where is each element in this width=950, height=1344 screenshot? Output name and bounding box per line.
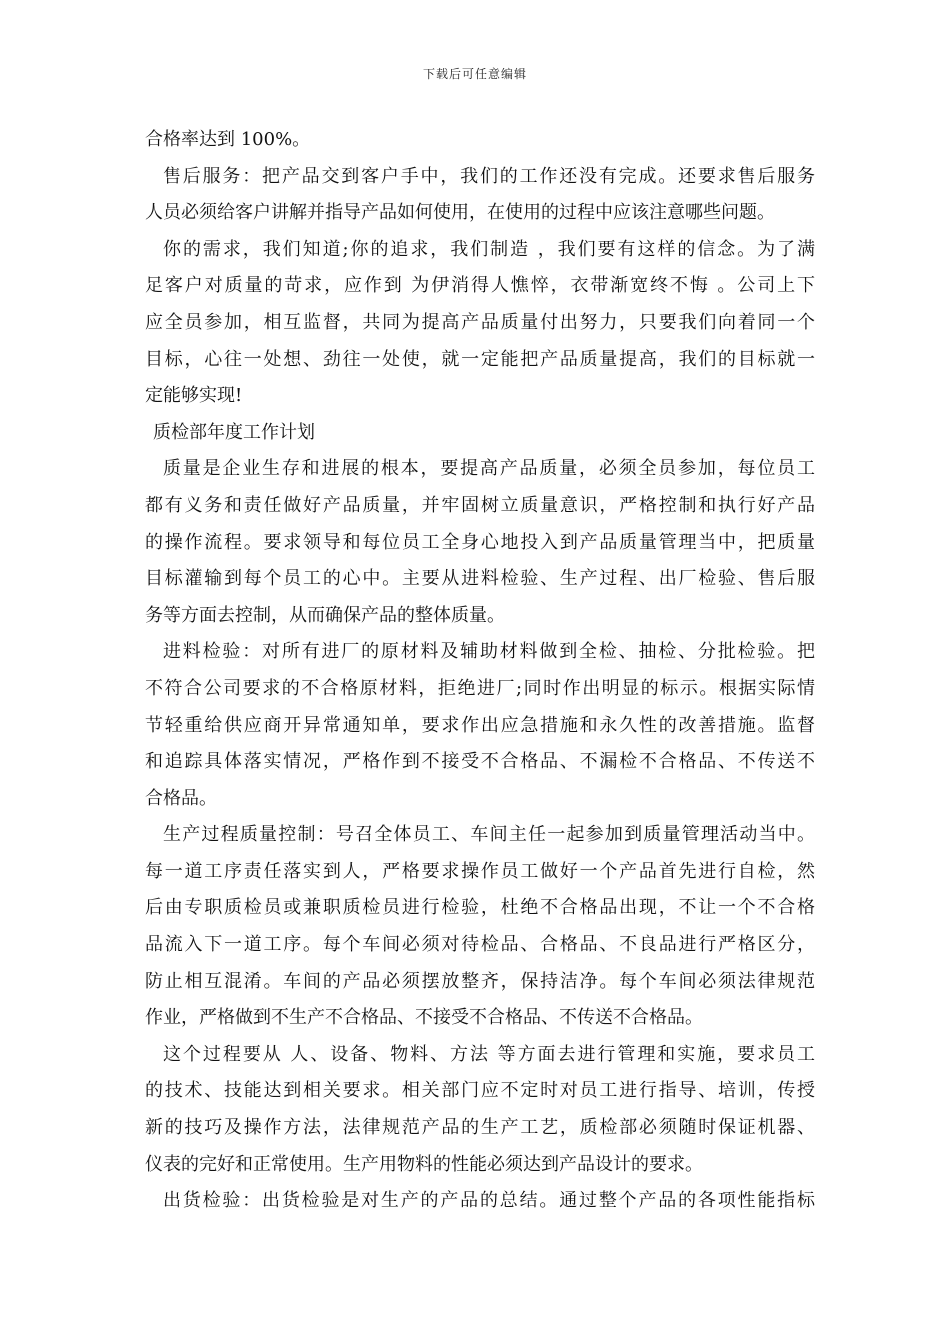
page-header: 下载后可任意编辑 [422,67,527,81]
text-line: 人员必须给客户讲解并指导产品如何使用，在使用的过程中应该注意哪些问题。 [145,202,775,224]
text-line: 质量是企业生存和进展的根本，要提高产品质量，必须全员参加，每位员工 [163,458,815,480]
text-line: 务等方面去控制，从而确保产品的整体质量。 [145,604,505,626]
text-line: 和追踪具体落实情况，严格作到不接受不合格品、不漏检不合格品、不传送不 [145,751,815,773]
text-line: 防止相互混淆。车间的产品必须摆放整齐，保持洁净。每个车间必须法律规范 [145,970,815,992]
text-line: 这个过程要从 人、设备、物料、方法 等方面去进行管理和实施，要求员工 [163,1043,815,1065]
text-line: 都有义务和责任做好产品质量，并牢固树立质量意识，严格控制和执行好产品 [145,494,815,516]
text-line: 售后服务：把产品交到客户手中，我们的工作还没有完成。还要求售后服务 [163,165,815,187]
text-line: 每一道工序责任落实到人，严格要求操作员工做好一个产品首先进行自检，然 [145,860,815,882]
text-line: 足客户对质量的苛求，应作到 为伊消得人憔悴，衣带渐宽终不悔 。公司上下 [145,275,815,297]
text-line: 目标灌输到每个员工的心中。主要从进料检验、生产过程、出厂检验、售后服 [145,568,815,590]
text-line: 定能够实现! [145,385,243,407]
text-line: 不符合公司要求的不合格原材料，拒绝进厂;同时作出明显的标示。根据实际情 [145,677,815,699]
text-line: 出货检验：出货检验是对生产的产品的总结。通过整个产品的各项性能指标 [163,1190,815,1212]
section-heading: 质检部年度工作计划 [153,421,315,443]
text-line: 你的需求，我们知道;你的追求，我们制造 ，我们要有这样的信念。为了满 [163,238,815,260]
text-line: 进料检验：对所有进厂的原材料及辅助材料做到全检、抽检、分批检验。把 [163,641,815,663]
text-line: 生产过程质量控制：号召全体员工、车间主任一起参加到质量管理活动当中。 [163,824,815,846]
text-line: 应全员参加，相互监督，共同为提高产品质量付出努力，只要我们向着同一个 [145,311,815,333]
text-line: 品流入下一道工序。每个车间必须对待检品、合格品、不良品进行严格区分， [145,934,815,956]
text-line: 仪表的完好和正常使用。生产用物料的性能必须达到产品设计的要求。 [145,1153,703,1175]
document-body [145,122,815,1220]
text-line: 合格品。 [145,787,217,809]
text-line: 的技术、技能达到相关要求。相关部门应不定时对员工进行指导、培训，传授 [145,1080,815,1102]
text-line: 新的技巧及操作方法，法律规范产品的生产工艺，质检部必须随时保证机器、 [145,1117,815,1139]
text-line: 节轻重给供应商开异常通知单，要求作出应急措施和永久性的改善措施。监督 [145,714,815,736]
text-line: 合格率达到 100%。 [145,129,311,150]
text-line: 目标，心往一处想、劲往一处使，就一定能把产品质量提高，我们的目标就一 [145,348,815,370]
text-line: 的操作流程。要求领导和每位员工全身心地投入到产品质量管理当中，把质量 [145,531,815,553]
text-line: 作业，严格做到不生产不合格品、不接受不合格品、不传送不合格品。 [145,1007,703,1029]
text-line: 后由专职质检员或兼职质检员进行检验，杜绝不合格品出现，不让一个不合格 [145,897,815,919]
